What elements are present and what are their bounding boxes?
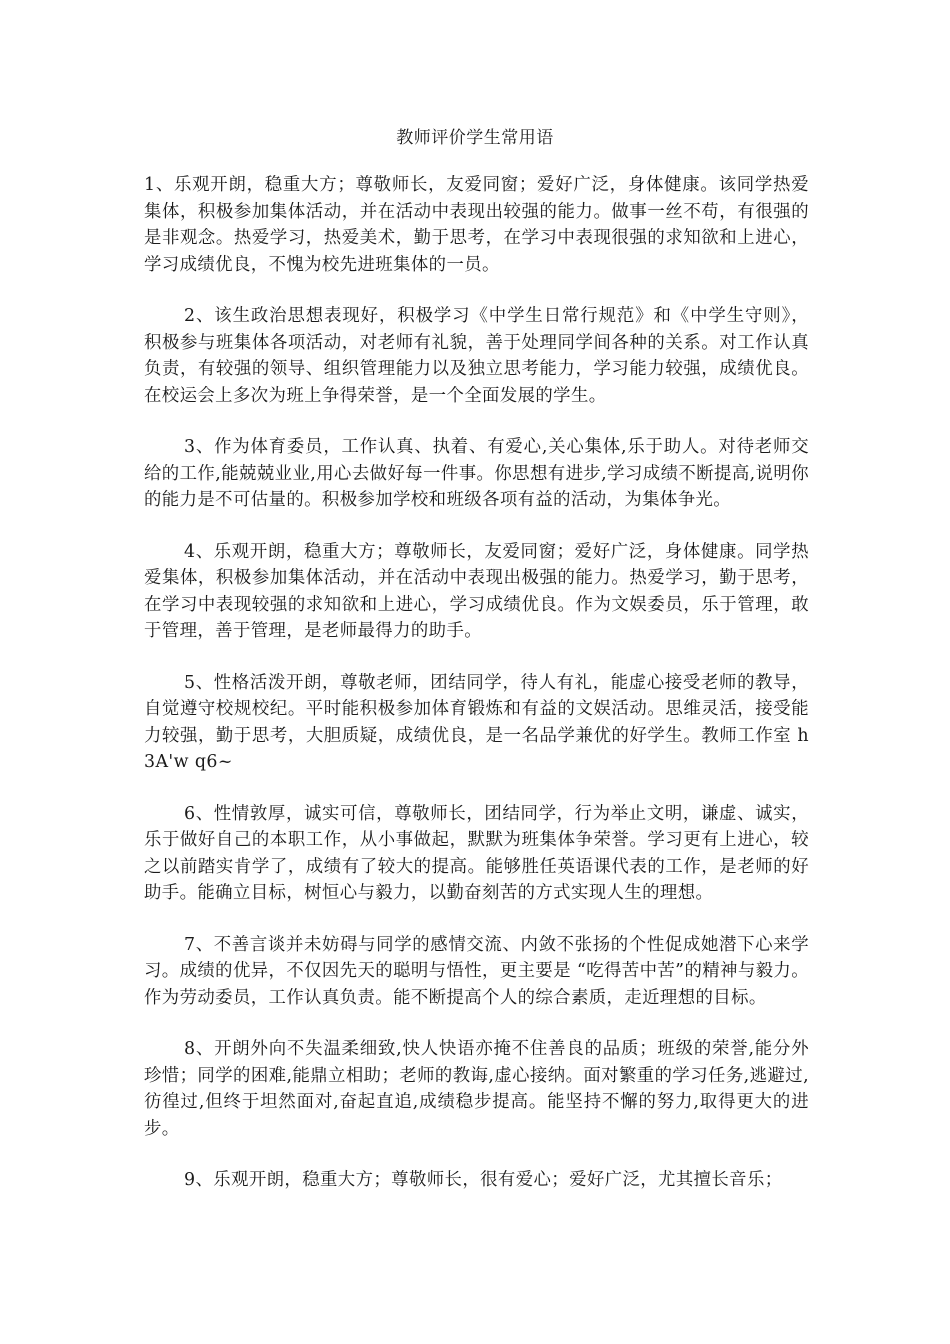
paragraph-9: 9、乐观开朗，稳重大方；尊敬师长，很有爱心；爱好广泛，尤其擅长音乐； <box>184 1170 783 1190</box>
paragraph-8: 8、开朗外向不失温柔细致,快人快语亦掩不住善良的品质；班级的荣誉,能分外珍惜；同学的困难,能鼎立相助；老师的教诲,虚心接纳。面对繁重的学习任务,逃避过,彷徨过,但终于坦然面对,奋起直追,成绩稳步提高。能坚持不懈的努力,取得更大的进步。 <box>144 1039 809 1139</box>
paragraph-6: 6、性情敦厚，诚实可信，尊敬师长，团结同学，行为举止文明，谦虚、诚实，乐于做好自己的本职工作，从小事做起，默默为班集体争荣誉。学习更有上进心，较之以前踏实肯学了，成绩有了较大的提高。能够胜任英语课代表的工作，是老师的好助手。能确立目标，树恒心与毅力，以勤奋刻苦的方式实现人生的理想。 <box>144 803 809 903</box>
paragraph-5: 5、性格活泼开朗，尊敬老师，团结同学，待人有礼，能虚心接受老师的教导，自觉遵守校规校纪。平时能积极参加体育锻炼和有益的文娱活动。思维灵活，接受能力较强，勤于思考，大胆质疑，成绩优良，是一名品学兼优的好学生。教师工作室 h3A'w q6~ <box>144 672 809 772</box>
paragraph-2: 2、该生政治思想表现好，积极学习《中学生日常行规范》和《中学生守则》，积极参与班集体各项活动，对老师有礼貌，善于处理同学间各种的关系。对工作认真负责，有较强的领导、组织管理能力以及独立思考能力，学习能力较强，成绩优良。在校运会上多次为班上争得荣誉，是一个全面发展的学生。 <box>144 306 809 406</box>
paragraph-1: 1、乐观开朗，稳重大方；尊敬师长，友爱同窗；爱好广泛，身体健康。该同学热爱集体，积极参加集体活动，并在活动中表现出较强的能力。做事一丝不苟，有很强的是非观念。热爱学习，热爱美术，勤于思考，在学习中表现很强的求知欲和上进心，学习成绩优良，不愧为校先进班集体的一员。 <box>144 175 809 275</box>
paragraph-7: 7、不善言谈并未妨碍与同学的感情交流、内敛不张扬的个性促成她潜下心来学习。成绩的优异，不仅因先天的聪明与悟性，更主要是 “吃得苦中苦”的精神与毅力。作为劳动委员，工作认真负责。能不断提高个人的综合素质，走近理想的目标。 <box>144 934 809 1008</box>
document-body <box>144 172 809 1219</box>
paragraph-4: 4、乐观开朗，稳重大方；尊敬师长，友爱同窗；爱好广泛，身体健康。同学热爱集体，积极参加集体活动，并在活动中表现出极强的能力。热爱学习，勤于思考，在学习中表现较强的求知欲和上进心，学习成绩优良。作为文娱委员，乐于管理，敢于管理，善于管理，是老师最得力的助手。 <box>144 541 809 641</box>
paragraph-3: 3、作为体育委员，工作认真、执着、有爱心,关心集体,乐于助人。对待老师交给的工作,能兢兢业业,用心去做好每一件事。你思想有进步,学习成绩不断提高,说明你的能力是不可估量的。积极参加学校和班级各项有益的活动，为集体争光。 <box>144 437 809 510</box>
document-title: 教师评价学生常用语 <box>396 128 554 148</box>
